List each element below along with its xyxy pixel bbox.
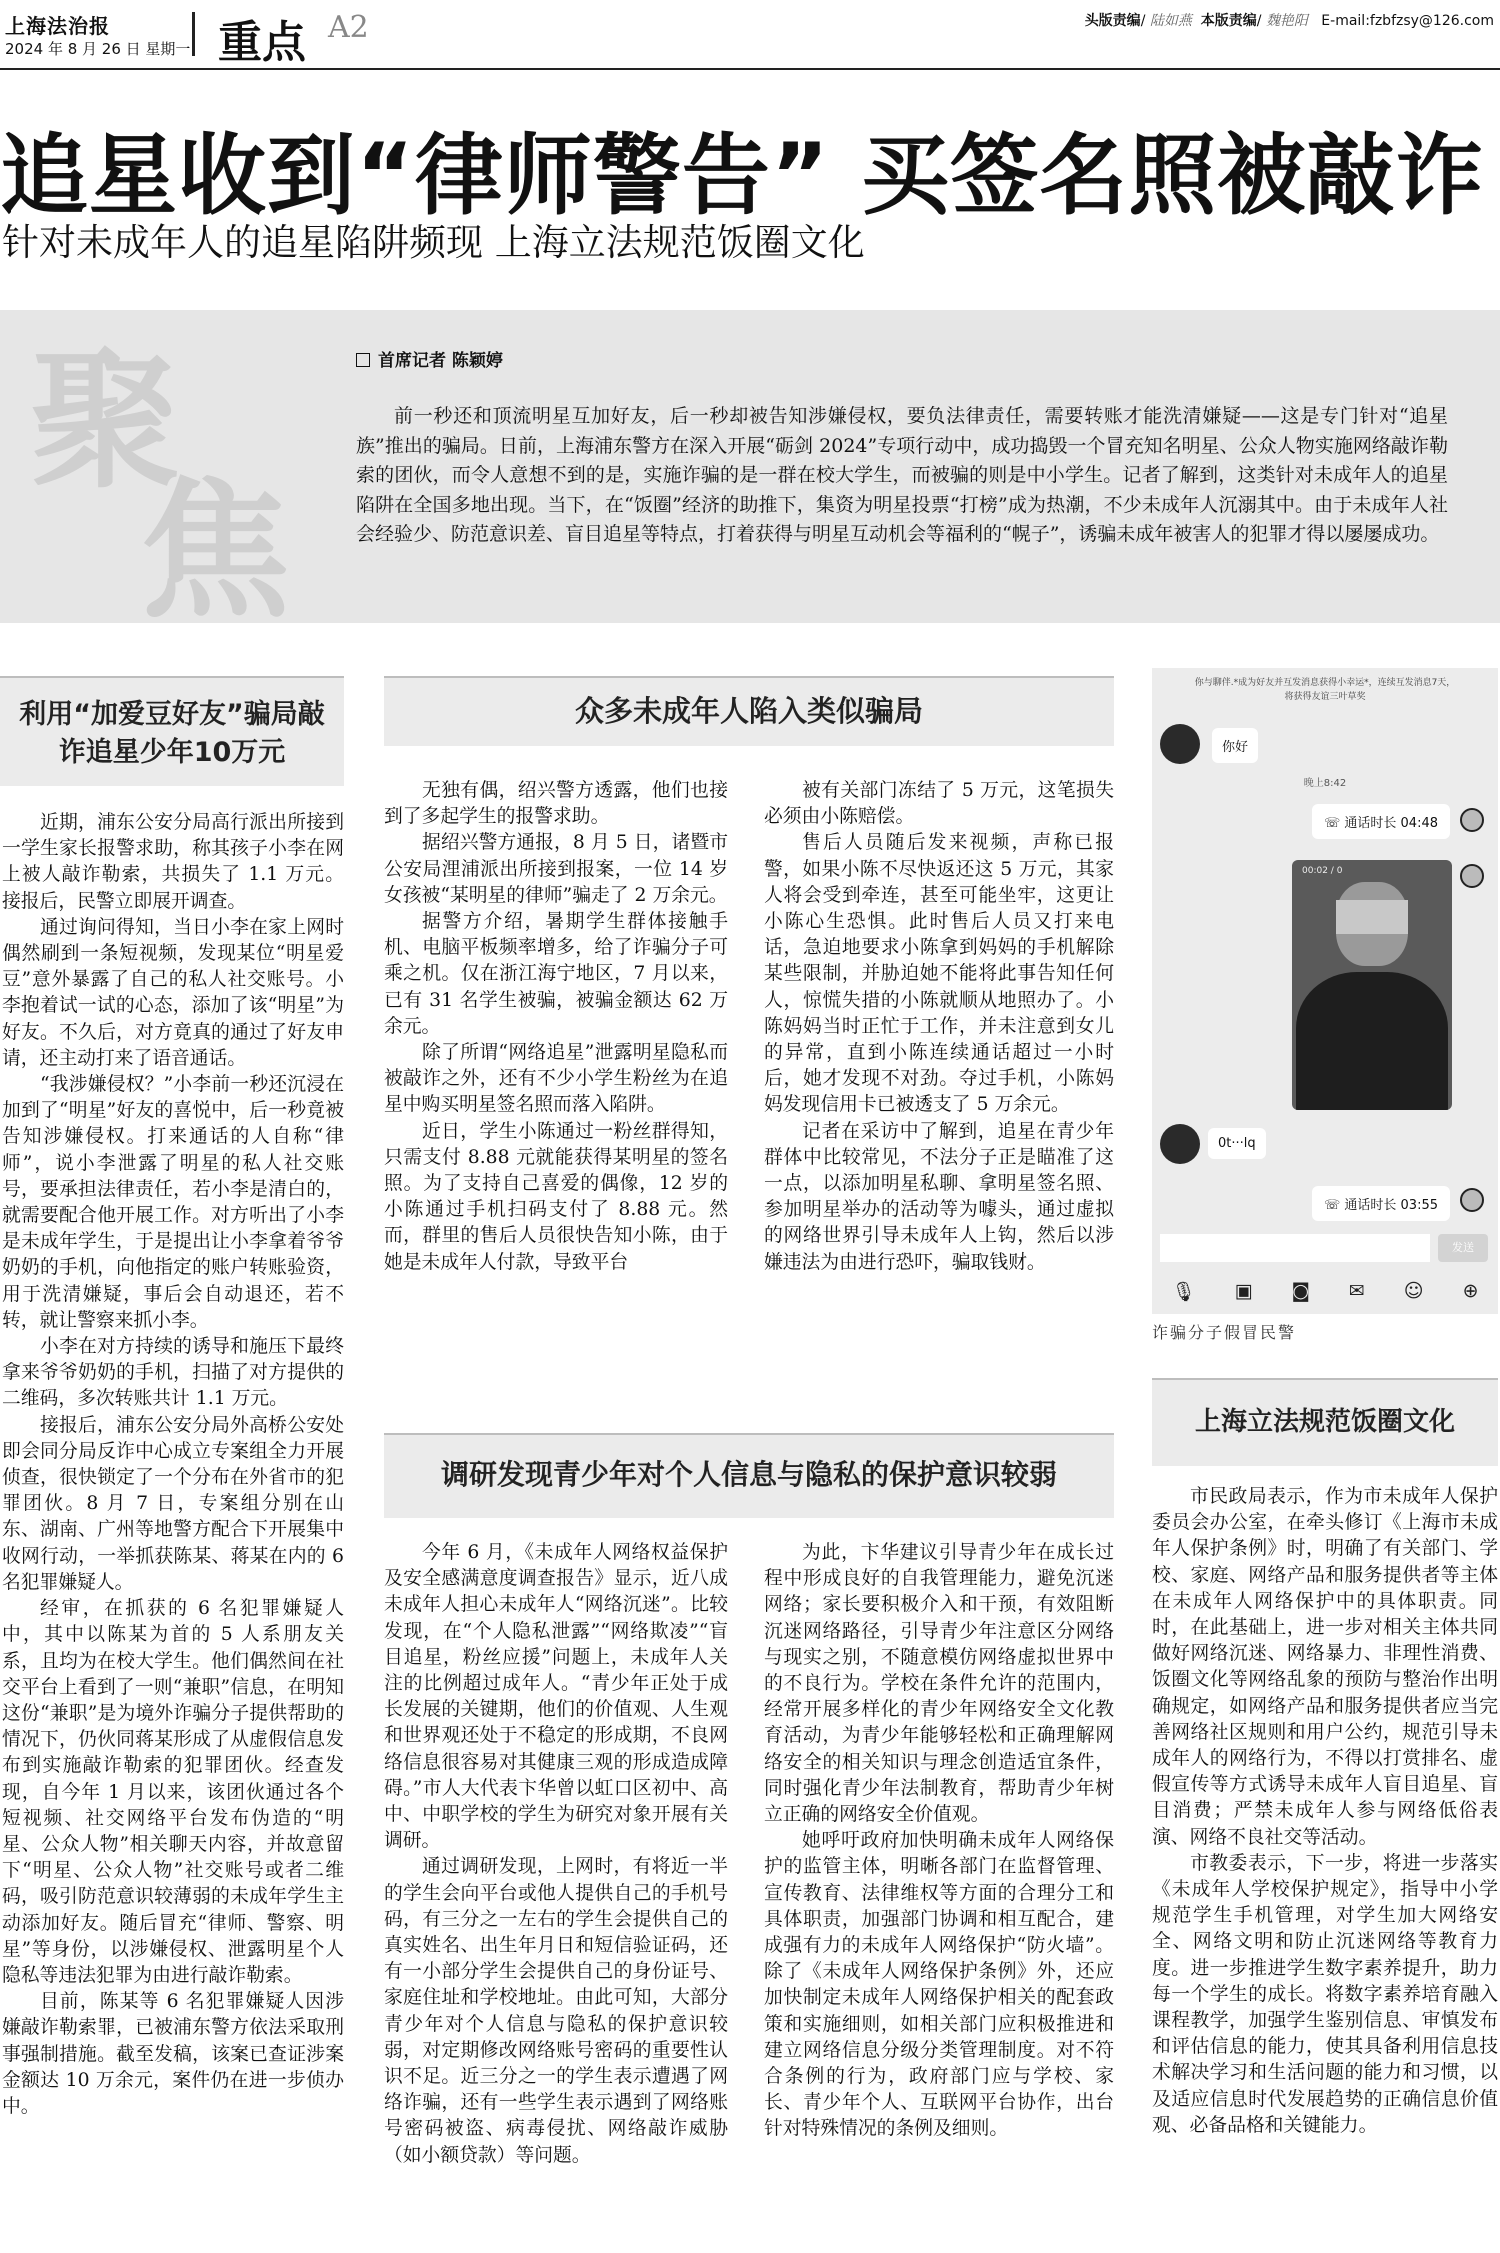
paragraph: 经审，在抓获的 6 名犯罪嫌疑人中，其中以陈某为首的 5 人系朋友关系，且均为在校大学生。他们偶然间在社交平台上看到了一则“兼职”信息，在明知这份“兼职”是为境外诈骗分子提供帮助的情况下，仍伙同蒋某形成了从虚假信息发布到实施敲诈勒索的犯罪团伙。经查发现，自今年 1 月以来，该团伙通过各个短视频、社交网络平台发布伪造的“明星、公众人物”相关聊天内容，并故意留下“明星、公众人物”社交账号或者二维码，吸引防范意识较薄弱的未成年学生主动添加好友。随后冒充“律师、警察、明星”等身份，以涉嫌侵权、泄露明星个人隐私等违法犯罪为由进行敲诈勒索。 [2,1598,344,1986]
paragraph: 目前，陈某等 6 名犯罪嫌疑人因涉嫌敲诈勒索罪，已被浦东警方依法采取刑事强制措施。截至发稿，该案已查证涉案金额达 10 万余元，案件仍在进一步侦办中。 [2,1991,344,2117]
page-number: A2 [328,10,369,45]
face-blur [1336,900,1408,934]
main-headline: 追星收到“律师警告” 买签名照被敲诈 [0,124,1485,227]
col1-body [2,810,344,2120]
section3-heading-box [384,1433,1114,1518]
paragraph: 近日，学生小陈通过一粉丝群得知，只需支付 8.88 元就能获得某明星的签名照。为了支持自己喜爱的偶像，12 岁的小陈通过手机扫码支付了 8.88 元。然而，群里的售后人员很快告知小陈，由于她是未成年人付款，导致平台 [384,1120,728,1273]
publication-date: 2024 年 8 月 26 日 星期一 [5,40,191,58]
chat-time: 晚上8:42 [1303,778,1347,789]
editor-email: E-mail:fzbfzsy@126.com [1321,13,1494,29]
section2-col-a [384,778,728,1276]
focus-watermark: 聚 焦 [30,333,291,639]
message-input [1160,1234,1430,1262]
paragraph: 市教委表示，下一步，将进一步落实《未成年人学校保护规定》，指导中小学规范学生手机管理，对学生加大网络安全、网络文明和防止沉迷网络等教育力度。进一步推进学生数字素养提升，助力每一个学生的成长。将数字素养培育融入课程教学，加强学生鉴别信息、审慎发布和评估信息的能力，使其具备利用信息技术解决学习和生活问题的能力和习惯，以及适应信息时代发展趋势的正确信息价值观、必备品格和关键能力。 [1152,1852,1498,2136]
system-message: 你与聊伴.*成为好友并互发消息获得小幸运*，连续互发消息7天， 将获得友谊三叶草奖 [1194,678,1456,702]
user-avatar-icon-3 [1460,1188,1484,1212]
chief-editor-name: 陆如燕 [1149,13,1192,29]
paragraph: 记者在采访中了解到，追星在青少年群体中比较常见，不法分子正是瞄准了这一点，以添加明星私聊、拿明星签名照、参加明星举办的活动等为噱头，通过虚拟的网络世界引导未成年人上钩，然后以涉嫌违法为由进行恐吓，骗取钱财。 [764,1120,1114,1273]
photo-caption: 诈骗分子假冒民警 [1152,1323,1297,1342]
uniform-figure [1296,972,1448,1110]
section3-col-a [384,1540,728,2169]
contact-avatar-2 [1160,1124,1200,1164]
paragraph: 被有关部门冻结了 5 万元，这笔损失必须由小陈赔偿。 [764,780,1114,828]
paragraph: 无独有偶，绍兴警方透露，他们也接到了多起学生的报警求助。 [384,780,728,828]
paragraph: 据绍兴警方通报，8 月 5 日，诸暨市公安局浬浦派出所接到报案，一位 14 岁女孩被“某明星的律师”骗走了 2 万余元。 [384,832,728,906]
paragraph: “我涉嫌侵权？”小李前一秒还沉浸在加到了“明星”好友的喜悦中，后一秒竟被告知涉嫌侵权。打来通话的人自称“律师”，说小李泄露了明星的私人社交账号，要承担法律责任，若小李是清白的，就需要配合他开展工作。对方听出了小李是未成年学生，于是提出让小李拿着爷爷奶奶的手机，向他指定的账户转账验资，用于洗清嫌疑，事后会自动退还，若不转，就让警察来抓小李。 [2,1074,344,1331]
col1-heading: 利用“加爱豆好友”骗局敲诈追星少年10万元 [19,699,325,768]
paragraph: 售后人员随后发来视频，声称已报警，如果小陈不尽快返还这 5 万元，其家人将会受到牵连，甚至可能坐牢，这更让小陈心生恐惧。此时售后人员又打来电话，急迫地要求小陈拿到妈妈的手机解除某些限制，并胁迫她不能将此事告知任何人，惊慌失措的小陈就顺从地照办了。小陈妈妈当时正忙于工作，并未注意到女儿的异常，直到小陈连续通话超过一小时后，她才发现不对劲。夺过手机，小陈妈妈发现信用卡已被透支了 5 万余元。 [764,832,1114,1116]
section2-col-b [764,778,1114,1276]
redpacket-icon: ✉ [1348,1280,1365,1302]
section-name: 重点 [218,17,306,68]
paragraph: 她呼吁政府加快明确未成年人网络保护的监管主体，明晰各部门在监督管理、宣传教育、法律维权等方面的合理分工和具体职责，加强部门协调和相互配合，建成强有力的未成年人网络保护“防火墙”。除了《未成年人网络保护条例》外，还应加快制定未成年人网络保护相关的配套政策和实施细则，如相关部门应积极推进和建立网络信息分级分类管理制度。对不符合条例的行为，政府部门应与学校、家长、青少年个人、互联网平台协作，出台针对特殊情况的条例及细则。 [764,1830,1114,2140]
col5-heading-box [1152,1378,1498,1466]
subheadline: 针对未成年人的追星陷阱频现 上海立法规范饭圈文化 [2,221,865,264]
section2-heading-box [384,676,1114,746]
user-avatar-icon [1460,808,1484,832]
chief-editor-label: 头版责编 [1084,13,1141,29]
chat-screenshot-photo [1152,668,1498,1314]
image-icon: ▣ [1234,1280,1253,1302]
mic-icon: 🎙 [1171,1280,1196,1303]
masthead-divider [192,12,195,56]
masthead [0,0,1500,70]
plus-icon: ⊕ [1462,1280,1479,1302]
paragraph: 今年 6 月，《未成年人网络权益保护及安全感满意度调查报告》显示，近八成未成年人担心未成年人“网络沉迷”。比较发现，在“个人隐私泄露”“网络欺凌”“盲目追星，粉丝应援”问题上，未成年人关注的比例超过成年人。“青少年正处于成长发展的关键期，他们的价值观、人生观和世界观还处于不稳定的形成期，不良网络信息很容易对其健康三观的形成造成障碍。”市人大代表卞华曾以虹口区初中、高中、中职学校的学生为研究对象开展有关调研。 [384,1542,728,1852]
byline: 首席记者 陈颖婷 [356,346,503,371]
page-editor-name: 魏艳阳 [1265,13,1308,29]
focus-intro-box [0,310,1500,639]
paragraph: 近期，浦东公安分局高行派出所接到一学生家长报警求助，称其孩子小李在网上被人敲诈勒索，共损失了 1.1 万元。接报后，民警立即展开调查。 [2,812,344,912]
greeting-bubble: 你好 [1212,728,1258,763]
col5-body [1152,1484,1498,2139]
call-duration-bubble-1: ☏ 通话时长 04:48 [1312,804,1450,839]
section2-heading: 众多未成年人陷入类似骗局 [574,694,923,728]
page-editor-label: 本版责编 [1200,13,1257,29]
id-bubble: 0t···lq [1208,1128,1266,1159]
section3-heading: 调研发现青少年对个人信息与隐私的保护意识较弱 [440,1458,1057,1491]
paragraph: 为此，卞华建议引导青少年在成长过程中形成良好的自我管理能力，避免沉迷网络；家长要积极介入和干预，有效阻断沉迷网络路径，引导青少年注意区分网络与现实之别，不随意模仿网络虚拟世界中的不良行为。学校在条件允许的范围内，经常开展多样化的青少年网络安全文化教育活动，为青少年能够轻松和正确理解网络安全的相关知识与理念创造适宜条件，同时强化青少年法制教育，帮助青少年树立正确的网络安全价值观。 [764,1542,1114,1826]
paragraph: 市民政局表示，作为市未成年人保护委员会办公室，在牵头修订《上海市未成年人保护条例》时，明确了有关部门、学校、家庭、网络产品和服务提供者等主体在未成年人网络保护中的具体职责。同时，在此基础上，进一步对相关主体共同做好网络沉迷、网络暴力、非理性消费、饭圈文化等网络乱象的预防与整治作出明确规定，如网络产品和服务提供者应当完善网络社区规则和用户公约，规范引导未成年人的网络行为，不得以打赏排名、虚假宣传等方式诱导未成年人盲目追星、盲目消费；严禁未成年人参与网络低俗表演、网络不良社交等活动。 [1152,1486,1498,1848]
paragraph: 据警方介绍，暑期学生群体接触手机、电脑平板频率增多，给了诈骗分子可乘之机。仅在浙江海宁地区，7 月以来，已有 31 名学生被骗，被骗金额达 62 万余元。 [384,911,728,1037]
paragraph: 小李在对方持续的诱导和施压下最终拿来爷爷奶奶的手机，扫描了对方提供的二维码，多次转账共计 1.1 万元。 [2,1336,344,1410]
paper-name: 上海法治报 [5,14,110,38]
camera-icon: ◙ [1291,1280,1310,1302]
contact-avatar [1160,724,1200,764]
call-duration-bubble-2: ☏ 通话时长 03:55 [1312,1186,1450,1221]
emoji-icon: ☺ [1403,1280,1424,1302]
col1-heading-box [0,676,344,786]
send-button: 发送 [1438,1234,1488,1262]
user-avatar-icon-2 [1460,864,1484,888]
paragraph: 通过询问得知，当日小李在家上网时偶然刷到一条短视频，发现某位“明星爱豆”意外暴露了自己的私人社交账号。小李抱着试一试的心态，添加了该“明星”为好友。不久后，对方竟真的通过了好友申请，还主动打来了语音通话。 [2,916,344,1069]
col5-heading: 上海立法规范饭圈文化 [1194,1407,1455,1437]
paragraph: 接报后，浦东公安分局外高桥公安处即会同分局反诈中心成立专案组全力开展侦查，很快锁定了一个分布在外省市的犯罪团伙。8 月 7 日，专案组分别在山东、湖南、广州等地警方配合下开展集中收网行动，一举抓获陈某、蒋某在内的 6 名犯罪嫌疑人。 [2,1414,344,1593]
paragraph: 除了所谓“网络追星”泄露明星隐私而被敲诈之外，还有不少小学生粉丝为在追星中购买明星签名照而落入陷阱。 [384,1042,728,1116]
section3-col-b [764,1540,1114,2143]
editor-credits: 头版责编/ 陆如燕 本版责编/ 魏艳阳 E-mail:fzbfzsy@126.com [1084,13,1494,29]
paragraph: 通过调研发现，上网时，有将近一半的学生会向平台或他人提供自己的手机号码，有三分之一左右的学生会提供自己的真实姓名、出生年月日和短信验证码，还有一小部分学生会提供自己的身份证号、家庭住址和学校地址。由此可知，大部分青少年对个人信息与隐私的保护意识较弱，对定期修改网络账号密码的重要性认识不足。近三分之一的学生表示遭遇了网络诈骗，还有一些学生表示遇到了网络账号密码被盗、病毒侵扰、网络敲诈威胁（如小额贷款）等问题。 [384,1856,728,2166]
chat-toolbar [1152,1276,1498,1306]
lead-paragraph: 前一秒还和顶流明星互加好友，后一秒却被告知涉嫌侵权，要负法律责任，需要转账才能洗清嫌疑——这是专门针对“追星族”推出的骗局。日前，上海浦东警方在深入开展“砺剑 2024”专项行动中，成功捣毁一个冒充知名明星、公众人物实施网络敲诈勒索的团伙，而令人意想不到的是，实施诈骗的是一群在校大学生，而被骗的则是中小学生。记者了解到，这类针对未成年人的追星陷阱在全国多地出现。当下，在“饭圈”经济的助推下，集资为明星投票“打榜”成为热潮，不少未成年人沉溺其中。由于未成年人社会经验少、防范意识差、盲目追星等特点，打着获得与明星互动机会等福利的“幌子”，诱骗未成年被害人的犯罪才得以屡屡成功。 [356,405,1448,545]
video-message [1292,860,1452,1110]
video-timer: 00:02 / 0 [1302,866,1343,876]
byline-square-icon [356,353,370,367]
